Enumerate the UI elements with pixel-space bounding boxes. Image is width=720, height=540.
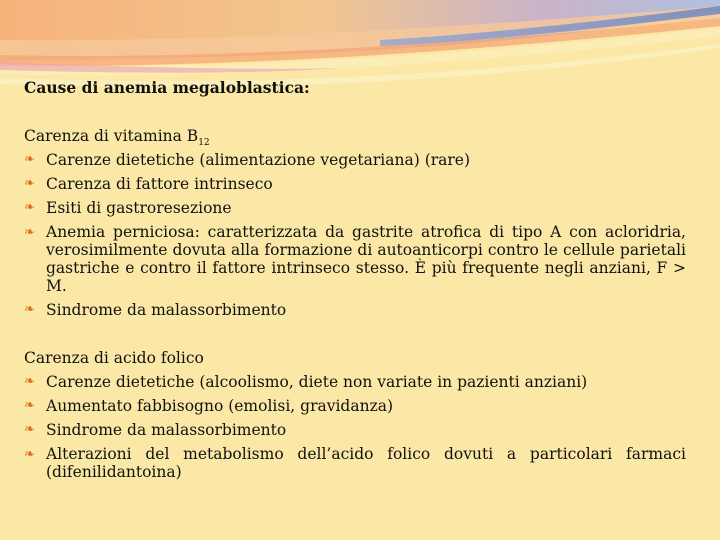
bullet-swirl-icon: ❧ [24, 302, 35, 317]
bullet-swirl-icon: ❧ [24, 422, 35, 437]
list-item [24, 223, 686, 295]
section-heading-folate: Carenza di acido folico [24, 349, 204, 367]
list-item [24, 196, 686, 220]
section-spacer [24, 322, 686, 346]
list-item [24, 418, 686, 442]
list-item-text: Esiti di gastroresezione [46, 199, 232, 217]
bullet-swirl-icon: ❧ [24, 176, 35, 191]
section-heading-b12 [24, 124, 686, 148]
slide-content [24, 76, 686, 484]
section-heading-b12-text: Carenza di vitamina B [24, 127, 199, 145]
b12-cause-list [24, 148, 686, 322]
list-item [24, 298, 686, 322]
list-item-text: Carenza di fattore intrinseco [46, 175, 273, 193]
list-item [24, 445, 686, 481]
list-item [24, 172, 686, 196]
slide-title: Cause di anemia megaloblastica: [24, 78, 310, 97]
list-item-text: Sindrome da malassorbimento [46, 301, 287, 319]
list-item [24, 370, 686, 394]
list-item-text: Anemia perniciosa: caratterizzata da gastrite atrofica di tipo A con acloridria, verosimilmente dovuta alla formazione di autoanticorpi contro le cellule parietali gastriche e contro il fattore intrinseco stesso. È più frequente negli anziani, F > M. [46, 223, 686, 295]
bullet-swirl-icon: ❧ [24, 152, 35, 167]
list-item-text: Carenze dietetiche (alcoolismo, diete non variate in pazienti anziani) [46, 373, 588, 391]
list-item-text: Alterazioni del metabolismo dell’acido folico dovuti a particolari farmaci (difenilidantoina) [46, 445, 686, 481]
list-item-text: Sindrome da malassorbimento [46, 421, 287, 439]
bullet-swirl-icon: ❧ [24, 447, 35, 462]
list-item-text: Aumentato fabbisogno (emolisi, gravidanza) [46, 397, 394, 415]
list-item [24, 394, 686, 418]
subscript-12: 12 [198, 138, 210, 148]
bullet-swirl-icon: ❧ [24, 398, 35, 413]
bullet-swirl-icon: ❧ [24, 225, 35, 240]
bullet-swirl-icon: ❧ [24, 200, 35, 215]
list-item-text: Carenze dietetiche (alimentazione vegetariana) (rare) [46, 151, 471, 169]
bullet-swirl-icon: ❧ [24, 374, 35, 389]
list-item [24, 148, 686, 172]
folate-cause-list [24, 370, 686, 481]
